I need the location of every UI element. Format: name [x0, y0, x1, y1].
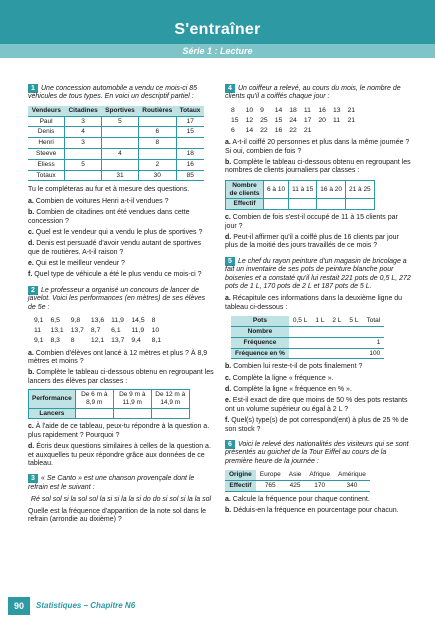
exercise-1: [28, 84, 214, 280]
exercise-intro: Une concession automobile a vendu ce mois-ci 85 véhicules de tous types. En voici un descriptif partiel :: [28, 85, 198, 101]
table-cell: [65, 148, 102, 159]
table-cell: 31: [101, 170, 138, 181]
table-row: [28, 148, 204, 159]
table-cell: 4: [101, 148, 138, 159]
exercise-intro: Le professeur a organisé un concours de lancer de javelot. Voici les performances (en mètres) de ses élèves de 5e :: [28, 286, 206, 311]
question: c. À l'aide de ce tableau, peux-tu répondre à la question a. plus rapidement ? Pourquoi ?: [28, 423, 210, 439]
question: a. Combien d'élèves ont lancé à 12 mètres et plus ? À 8,9 mètres et moins ?: [28, 349, 208, 365]
song-refrain: Ré sol sol si la sol sol la si si la la si do do si sol si la la sol: [30, 496, 212, 504]
table-cell: 16: [176, 159, 204, 170]
exercise-4: [225, 84, 411, 251]
table-cell: 17: [176, 116, 204, 127]
table-header-cell: Citadines: [65, 106, 102, 116]
question: a. Récapitule ces informations dans la deuxième ligne du tableau ci-dessous :: [225, 295, 403, 311]
question: c. Quel est le vendeur qui a vendu le plus de sportives ?: [28, 228, 203, 236]
question: b. Complète le tableau ci-dessous obtenu en regroupant les nombres de clients journaliers par classes :: [225, 159, 411, 175]
table-cell: 5: [65, 159, 102, 170]
question: c. Combien de fois s'est-il occupé de 11 à 15 clients par jour ?: [225, 214, 398, 230]
table-cell: Eliess: [28, 159, 65, 170]
question: f. Quel(s) type(s) de pot correspond(ent) à plus de 25 % de son stock ?: [225, 417, 409, 433]
table-cell: Steeve: [28, 148, 65, 159]
table-cell: Totaux: [28, 170, 65, 181]
exercise-number: 6: [225, 440, 235, 449]
table-row: [28, 116, 204, 127]
table-cell: [176, 138, 204, 149]
page-title: S'entraîner: [174, 21, 261, 38]
question: c. Complète la ligne « fréquence ».: [225, 374, 334, 382]
exercise-5: [225, 257, 411, 434]
table-cell: [65, 170, 102, 181]
values-row: 9,1 6,5 9,8 13,6 11,9 14,5 8: [34, 317, 156, 325]
table-header-cell: Vendeurs: [28, 106, 65, 116]
question: e. Qui est le meilleur vendeur ?: [28, 260, 125, 268]
exercise-intro: Voici le relevé des nationalités des visiteurs qui se sont présentés au guichet de la Tour Eiffel au cours de la première heure de la journée :: [225, 441, 409, 465]
values-row: 11 13,1 13,7 8,7 6,1 11,9 10: [34, 327, 160, 335]
table-cell: 15: [176, 127, 204, 138]
table-cell: 18: [176, 148, 204, 159]
table-cell: [139, 116, 176, 127]
table-cell: 30: [139, 170, 176, 181]
table-cell: [139, 148, 176, 159]
right-column: [225, 84, 411, 519]
page-footer: [8, 597, 208, 615]
performance-table: Performance De 6 m à 8,9 m De 9 m à 11,9 m De 12 m à 14,9 m Lancers: [28, 389, 190, 419]
table-header-row: [28, 106, 204, 116]
sales-table: [28, 106, 204, 182]
table-cell: 2: [139, 159, 176, 170]
exercise-intro: Un coiffeur a relevé, au cours du mois, le nombre de clients qu'il a coiffés chaque jour :: [225, 85, 401, 101]
table-header-cell: Sportives: [101, 106, 138, 116]
question: e. Est-il exact de dire que moins de 50 % des pots restants ont un volume supérieur ou égal à 2 L ?: [225, 397, 408, 413]
values-row: 9,1 8,3 8 12,1 13,7 9,4 8,1: [34, 337, 162, 345]
question: d. Complète la ligne « fréquence en % ».: [225, 386, 352, 394]
page-subtitle: Série 1 : Lecture: [182, 46, 253, 56]
table-row: [28, 138, 204, 149]
paint-table: Pots 0,5 L 1 L 2 L 5 L Total Nombre Fréquence 1 Fréquence en % 100: [231, 316, 384, 359]
visitors-table: Origine Europe Asie Afrique Amérique Effectif 765 425 170 340: [225, 470, 370, 492]
question: f. Quel type de véhicule a été le plus vendu ce mois-ci ?: [28, 271, 202, 279]
question: b. Combien lui reste-t-il de pots finalement ?: [225, 363, 363, 371]
table-cell: [101, 159, 138, 170]
exercise-6: [225, 440, 411, 516]
question: d. Denis est persuadé d'avoir vendu autant de sportives que de routières. A-t-il raison ?: [28, 240, 201, 256]
exercise-number: 3: [28, 474, 38, 483]
table-cell: Denis: [28, 127, 65, 138]
table-cell: 3: [65, 138, 102, 149]
question: a. A-t-il coiffé 20 personnes et plus dans la même journée ? Si oui, combien de fois ?: [225, 139, 410, 155]
table-cell: 4: [65, 127, 102, 138]
table-cell: 6: [139, 127, 176, 138]
exercise-number: 5: [225, 257, 235, 266]
table-header-cell: Totaux: [176, 106, 204, 116]
exercise-intro: Le chef du rayon peinture d'un magasin de bricolage a fait un inventaire de ses pots de peinture blanche pour boiseries et a constaté qu'il lui restait 221 pots de 0,5 L, 272 pots de 1 L, 170 pots de 2 L et 187 pots de 5 L.: [225, 257, 411, 290]
exercise-number: 2: [28, 286, 38, 295]
question: b. Complète le tableau ci-dessous obtenu en regroupant les lancers des élèves par classes :: [28, 369, 214, 385]
question: d. Peut-il affirmer qu'il a coiffé plus de 16 clients par jour plus de la moitié des jours travaillés de ce mois ?: [225, 233, 399, 250]
table-cell: 85: [176, 170, 204, 181]
table-cell: [101, 138, 138, 149]
exercise-3: [28, 474, 214, 524]
table-cell: 5: [101, 116, 138, 127]
exercise-text: Tu le compléteras au fur et à mesure des questions.: [28, 186, 190, 194]
exercise-2: [28, 286, 214, 469]
chapter-label: Statistiques – Chapitre N6: [36, 601, 136, 610]
question: b. Combien de citadines ont été vendues dans cette concession ?: [28, 209, 190, 225]
question: Quelle est la fréquence d'apparition de la note sol dans le refrain (arrondie au dixième) ?: [28, 507, 207, 523]
table-cell: Paul: [28, 116, 65, 127]
table-cell: [101, 127, 138, 138]
table-cell: 3: [65, 116, 102, 127]
table-row: [28, 170, 204, 181]
table-row: [28, 159, 204, 170]
page-number: 90: [8, 597, 30, 615]
exercise-number: 1: [28, 84, 38, 93]
exercise-number: 4: [225, 84, 235, 93]
table-cell: Henri: [28, 138, 65, 149]
question: a. Calcule la fréquence pour chaque continent.: [225, 495, 370, 503]
clients-values: 8 10 9 14 18 11 16 13 21 15 12 25 15 24 17 20 11 21 6 14 22 16 22 21: [231, 106, 356, 135]
clients-table: Nombre de clients 6 à 10 11 à 15 16 à 20 21 à 25 Effectif: [225, 180, 375, 210]
table-header-cell: Routières: [139, 106, 176, 116]
table-cell: 8: [139, 138, 176, 149]
table-row: [28, 127, 204, 138]
left-column: [28, 84, 214, 527]
question: d. Écris deux questions similaires à celles de la question a. et auxquelles tu peux répondre grâce aux données de ce tableau.: [28, 443, 211, 468]
javelin-values: [32, 316, 166, 346]
question: a. Combien de voitures Henri a-t-il vendues ?: [28, 197, 169, 205]
exercise-intro: « Se Canto » est une chanson provençale dont le refrain est le suivant :: [28, 475, 195, 491]
question: b. Déduis-en la fréquence en pourcentage pour chacun.: [225, 507, 399, 515]
